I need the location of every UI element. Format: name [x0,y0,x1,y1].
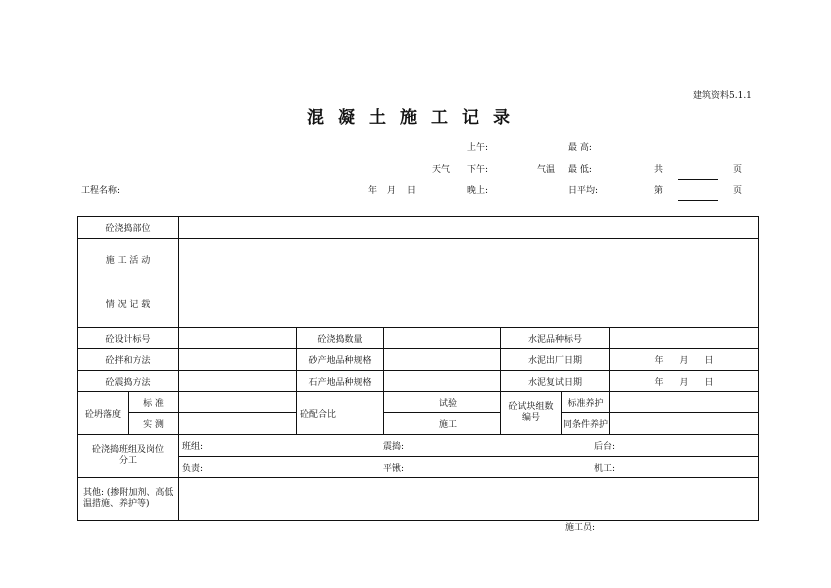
mixing-method-value[interactable] [179,349,297,371]
standard-cure-label: 标准养护 [562,392,610,413]
night-label: 晚上: [467,186,489,196]
vibration-method-label: 砼震捣方法 [78,371,179,392]
design-grade-label: 砼设计标号 [78,328,179,349]
total-pages-label: 共 [654,165,664,175]
other-label: 其他: (掺附加剂、高低温措施、养护等) [78,478,179,521]
cement-retest-value[interactable] [610,371,759,392]
worker-signature-label: 施工员: [565,523,596,533]
vibrating-label: 震捣: [383,442,405,452]
page-suffix-2: 页 [733,186,743,196]
situation-label: 情 况 记 载 [105,300,151,310]
retest-date-month: 月 [679,377,689,388]
same-cure-value[interactable] [610,413,759,435]
slump-standard-value[interactable] [179,392,297,413]
pour-location-label: 砼浇捣部位 [78,217,179,239]
pour-quantity-label: 砼浇捣数量 [297,328,384,349]
sand-spec-value[interactable] [384,349,501,371]
retest-date-year: 年 [654,377,664,388]
leveling-label: 平锹: [383,463,405,474]
platform-label: 后台: [594,442,616,452]
stone-spec-label: 石产地品种规格 [297,371,384,392]
am-label: 上午: [467,143,489,153]
mix-construction-cell[interactable] [384,413,501,435]
cement-date-month: 月 [679,356,689,366]
max-temp-label: 最 高: [568,143,592,153]
design-grade-value[interactable] [179,328,297,349]
crew-label: 砼浇捣班组及岗位分工 [78,435,179,478]
other-value[interactable] [179,478,759,521]
cement-grade-label: 水泥品种标号 [501,328,610,349]
crew-row-2[interactable] [179,457,759,478]
mix-test-label: 试验 [439,398,458,409]
specimen-no-label: 砼试块组数编号 [501,392,562,435]
cement-retest-label: 水泥复试日期 [501,371,610,392]
page-no-label: 第 [654,186,664,196]
pm-label: 下午: [467,165,489,175]
page-suffix-1: 页 [733,165,743,175]
page-title: 混凝土施工记录 [307,108,524,128]
activity-situation-label [78,239,179,328]
doc-code: 建筑资料5.1.1 [693,91,752,101]
team-label: 班组: [182,442,204,452]
cement-date-value[interactable] [610,349,759,371]
project-name-label: 工程名称: [81,186,121,196]
weather-label: 天气 [432,165,451,175]
sand-spec-label: 砂产地品种规格 [297,349,384,371]
pour-quantity-value[interactable] [384,328,501,349]
avg-temp-label: 日平均: [568,186,599,196]
mechanic-label: 机工: [594,463,616,474]
slump-measured-value[interactable] [179,413,297,435]
retest-date-day: 日 [704,377,714,388]
stone-spec-value[interactable] [384,371,501,392]
mix-ratio-label: 砼配合比 [297,392,384,435]
month-label: 月 [387,186,397,196]
total-pages-underline [678,179,718,180]
year-label: 年 [368,186,378,196]
crew-row-1[interactable] [179,435,759,457]
activity-record-value[interactable] [179,239,759,328]
cement-date-day: 日 [704,356,714,366]
mix-construction-label: 施工 [439,420,458,430]
slump-label: 砼坍落度 [78,392,129,435]
min-temp-label: 最 低: [568,165,592,175]
cement-date-year: 年 [654,356,664,366]
activity-label: 施 工 活 动 [105,256,151,266]
page-no-underline [678,200,718,201]
same-cure-label: 同条件养护 [562,413,610,435]
mix-test-cell[interactable] [384,392,501,413]
vibration-method-value[interactable] [179,371,297,392]
standard-cure-value[interactable] [610,392,759,413]
cement-date-label: 水泥出厂日期 [501,349,610,371]
mixing-method-label: 砼拌和方法 [78,349,179,371]
cement-grade-value[interactable] [610,328,759,349]
concrete-record-table [77,216,759,521]
slump-standard-label: 标 准 [129,392,179,413]
slump-measured-label: 实 测 [129,413,179,435]
responsible-label: 负责: [182,463,204,474]
day-label: 日 [407,186,417,196]
pour-location-value[interactable] [179,217,759,239]
temperature-label: 气温 [537,165,556,175]
